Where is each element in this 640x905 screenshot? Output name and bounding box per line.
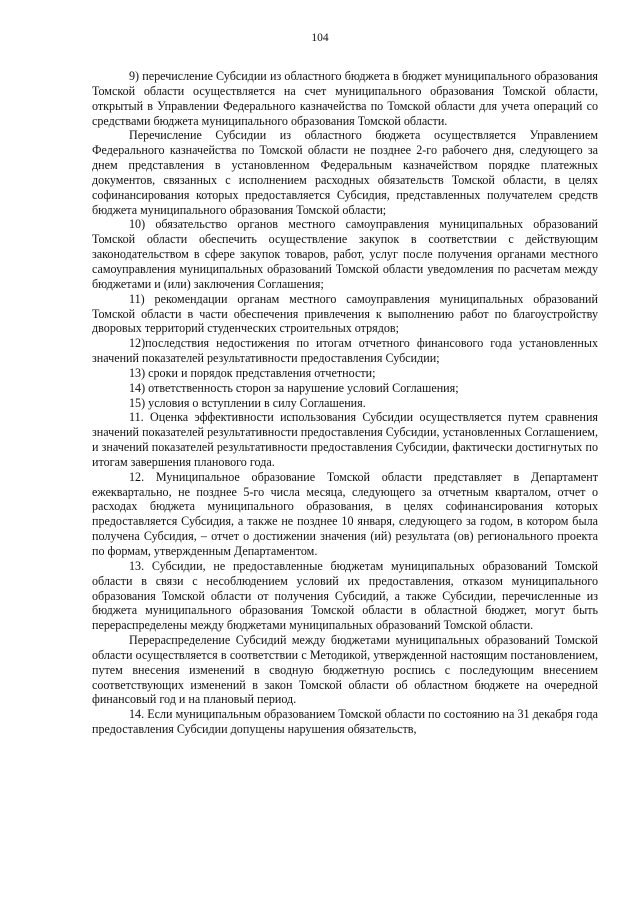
paragraph-section-12-reports: 12. Муниципальное образование Томской области представляет в Департамент ежеквартально, не позднее 5-го числа месяца, следующего за отчетным кварталом, отчет о расходах бюджета муниципального образования, в целях софинансирования которых предоставляется Субсидия, а также не позднее 10 января, следующего за годом, в котором была получена Субсидия, – отчет о достижении значения (ий) результата (ов) регионального проекта по формам, утвержденным Департаментом. xyxy=(92,469,598,558)
paragraph-item-13-reporting: 13) сроки и порядок представления отчетности; xyxy=(129,365,376,380)
page-number: 104 xyxy=(311,32,329,44)
paragraph-item-11-recommendations: 11) рекомендации органам местного самоуправления муниципальных образований Томской области в части обеспечения привлечения к выполнению работ по благоустройству дворовых территорий студенческих строительных отрядов; xyxy=(92,291,598,336)
paragraph-item-14-responsibility: 14) ответственность сторон за нарушение условий Соглашения; xyxy=(129,380,459,395)
paragraph-item-15-entry-into-force: 15) условия о вступлении в силу Соглашения. xyxy=(129,395,366,410)
paragraph-transfer-procedure: Перечисление Субсидии из областного бюджета осуществляется Управлением Федерального казначейства по Томской области не позднее 2-го рабочего дня, следующего за днем представления в установленном Федеральным казначейством порядке платежных документов, связанных с исполнением расходных обязательств Томской области, в целях софинансирования которых предоставляется Субсидия, представленных получателем средств бюджета муниципального образования Томской области; xyxy=(92,128,598,217)
paragraph-item-9: 9) перечисление Субсидии из областного бюджета в бюджет муниципального образования Томской области осуществляется на счет муниципального образования Томской области, открытый в Управлении Федерального казначейства по Томской области для учета операций со средствами бюджета муниципального образования Томской области. xyxy=(92,69,598,128)
paragraph-section-11-efficiency: 11. Оценка эффективности использования Субсидии осуществляется путем сравнения значений показателей результативности предоставления Субсидии, установленных Соглашением, и значений показателей результативности предоставления Субсидии, фактически достигнутых по итогам завершения планового года. xyxy=(92,410,598,469)
paragraph-item-12-consequences: 12)последствия недостижения по итогам отчетного финансового года установленных значений показателей результативности предоставления Субсидии; xyxy=(92,336,598,366)
paragraph-redistribution: Перераспределение Субсидий между бюджетами муниципальных образований Томской области осуществляется в соответствии с Методикой, утвержденной настоящим постановлением, путем внесения изменений в сводную бюджетную роспись с последующим внесением соответствующих изменений в закон Томской области об областном бюджете на очередной финансовый год и на плановый период. xyxy=(92,633,598,707)
paragraph-section-13-unallocated: 13. Субсидии, не предоставленные бюджетам муниципальных образований Томской области в связи с несоблюдением условий их предоставления, отказом муниципального образования Томской области от получения Субсидий, а также Субсидии, перечисленные из бюджета муниципального образования Томской области в областной бюджет, могут быть перераспределены между бюджетами муниципальных образований Томской области. xyxy=(92,558,598,633)
document-body xyxy=(92,69,598,737)
paragraph-section-14-violations: 14. Если муниципальным образованием Томской области по состоянию на 31 декабря года предоставления Субсидии допущены нарушения обязательств, xyxy=(92,707,598,737)
paragraph-item-10: 10) обязательство органов местного самоуправления муниципальных образований Томской области обеспечить осуществление закупок в соответствии с действующим законодательством в сфере закупок товаров, работ, услуг после получения органами местного самоуправления муниципальных образований Томской области уведомления по расчетам между бюджетами и (или) заключения Соглашения; xyxy=(92,217,598,291)
